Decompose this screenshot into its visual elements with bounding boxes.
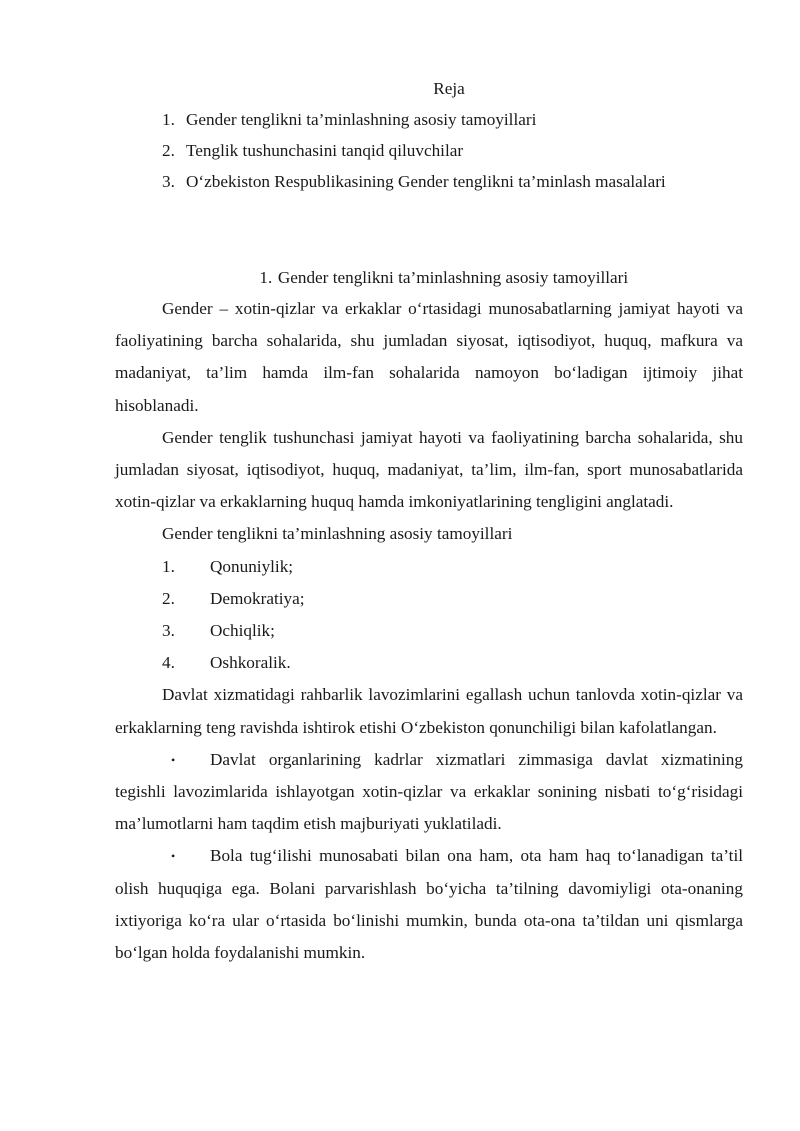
paragraph-civil-service: Davlat xizmatidagi rahbarlik lavozimlarini egallash uchun tanlovda xotin-qizlar va erkaklarning teng ravishda ishtirok etishi O‘zbekiston qonunchiligi bilan kafolatlangan. xyxy=(115,685,743,737)
principle-item xyxy=(115,647,743,679)
principle-number: 1. xyxy=(162,556,175,576)
plan-item xyxy=(115,104,743,135)
paragraph-gender-equality: Gender tenglik tushunchasi jamiyat hayoti va faoliyatining barcha sohalarida, shu jumladan siyosat, iqtisodiyot, huquq, madaniyat, ta’lim, ilm-fan, sport munosabatlarida xotin-qizlar va erkaklarning huquq hamda imkoniyatlarining tengligini anglatadi. xyxy=(115,427,743,512)
bullet-icon: • xyxy=(171,752,176,767)
plan-title: Reja xyxy=(433,79,465,98)
principle-item xyxy=(115,615,743,647)
principle-text: Demokratiya; xyxy=(210,588,305,608)
bullet-item xyxy=(115,744,743,841)
principle-number: 2. xyxy=(162,588,175,608)
section-number: 1. xyxy=(259,268,273,287)
plan-item-number: 3. xyxy=(162,172,175,191)
plan-item-text: Gender tenglikni ta’minlashning asosiy tamoyillari xyxy=(186,110,537,129)
principle-text: Qonuniylik; xyxy=(210,556,294,576)
plan-list xyxy=(115,104,743,197)
principle-number: 4. xyxy=(162,653,175,673)
principle-item xyxy=(115,583,743,615)
plan-item xyxy=(115,166,743,197)
principle-text: Ochiqlik; xyxy=(210,620,275,640)
principles-list xyxy=(115,551,743,680)
principle-item xyxy=(115,551,743,583)
bullet-text: Bola tug‘ilishi munosabati bilan ona ham, ota ham haq to‘lanadigan ta’til olish huquqiga ega. Bolani parvarishlash bo‘yicha ta’tilning davomiyligi ota-onaning ixtiyoriga ko‘ra ular o‘rtasida bo‘linishi mumkin, bunda ota-ona ta’tildan uni qismlarga bo‘lgan holda foydalanishi mumkin. xyxy=(115,846,743,962)
principle-number: 3. xyxy=(162,620,175,640)
plan-item-text: O‘zbekiston Respublikasining Gender tenglikni ta’minlash masalalari xyxy=(186,172,666,191)
document-page xyxy=(115,74,743,969)
blank-space xyxy=(115,197,743,263)
paragraph-gender-definition: Gender – xotin-qizlar va erkaklar o‘rtasidagi munosabatlarning jamiyat hayoti va faoliyatining barcha sohalarida, shu jumladan siyosat, iqtisodiyot, huquq, mafkura va madaniyat, ta’lim hamda ilm-fan sohalarida namoyon bo‘ladigan ijtimoiy jihat hisoblanadi. xyxy=(115,299,743,415)
plan-item-number: 2. xyxy=(162,141,175,160)
plan-item-number: 1. xyxy=(162,110,175,129)
plan-item-text: Tenglik tushunchasini tanqid qiluvchilar xyxy=(186,141,464,160)
bullet-icon: • xyxy=(171,849,176,864)
bullet-text: Davlat organlarining kadrlar xizmatlari zimmasiga davlat xizmatining tegishli lavozimlarida ishlayotgan xotin-qizlar va erkaklar sonining nisbati to‘g‘risidagi ma’lumotlarni ham taqdim etish majburiyati yuklatiladi. xyxy=(115,749,743,834)
bullet-item xyxy=(115,840,743,969)
principle-text: Oshkoralik. xyxy=(210,653,291,673)
plan-item xyxy=(115,135,743,166)
section-title: Gender tenglikni ta’minlashning asosiy tamoyillari xyxy=(277,268,629,287)
principles-heading: Gender tenglikni ta’minlashning asosiy tamoyillari xyxy=(162,524,513,544)
section-heading xyxy=(115,263,743,293)
